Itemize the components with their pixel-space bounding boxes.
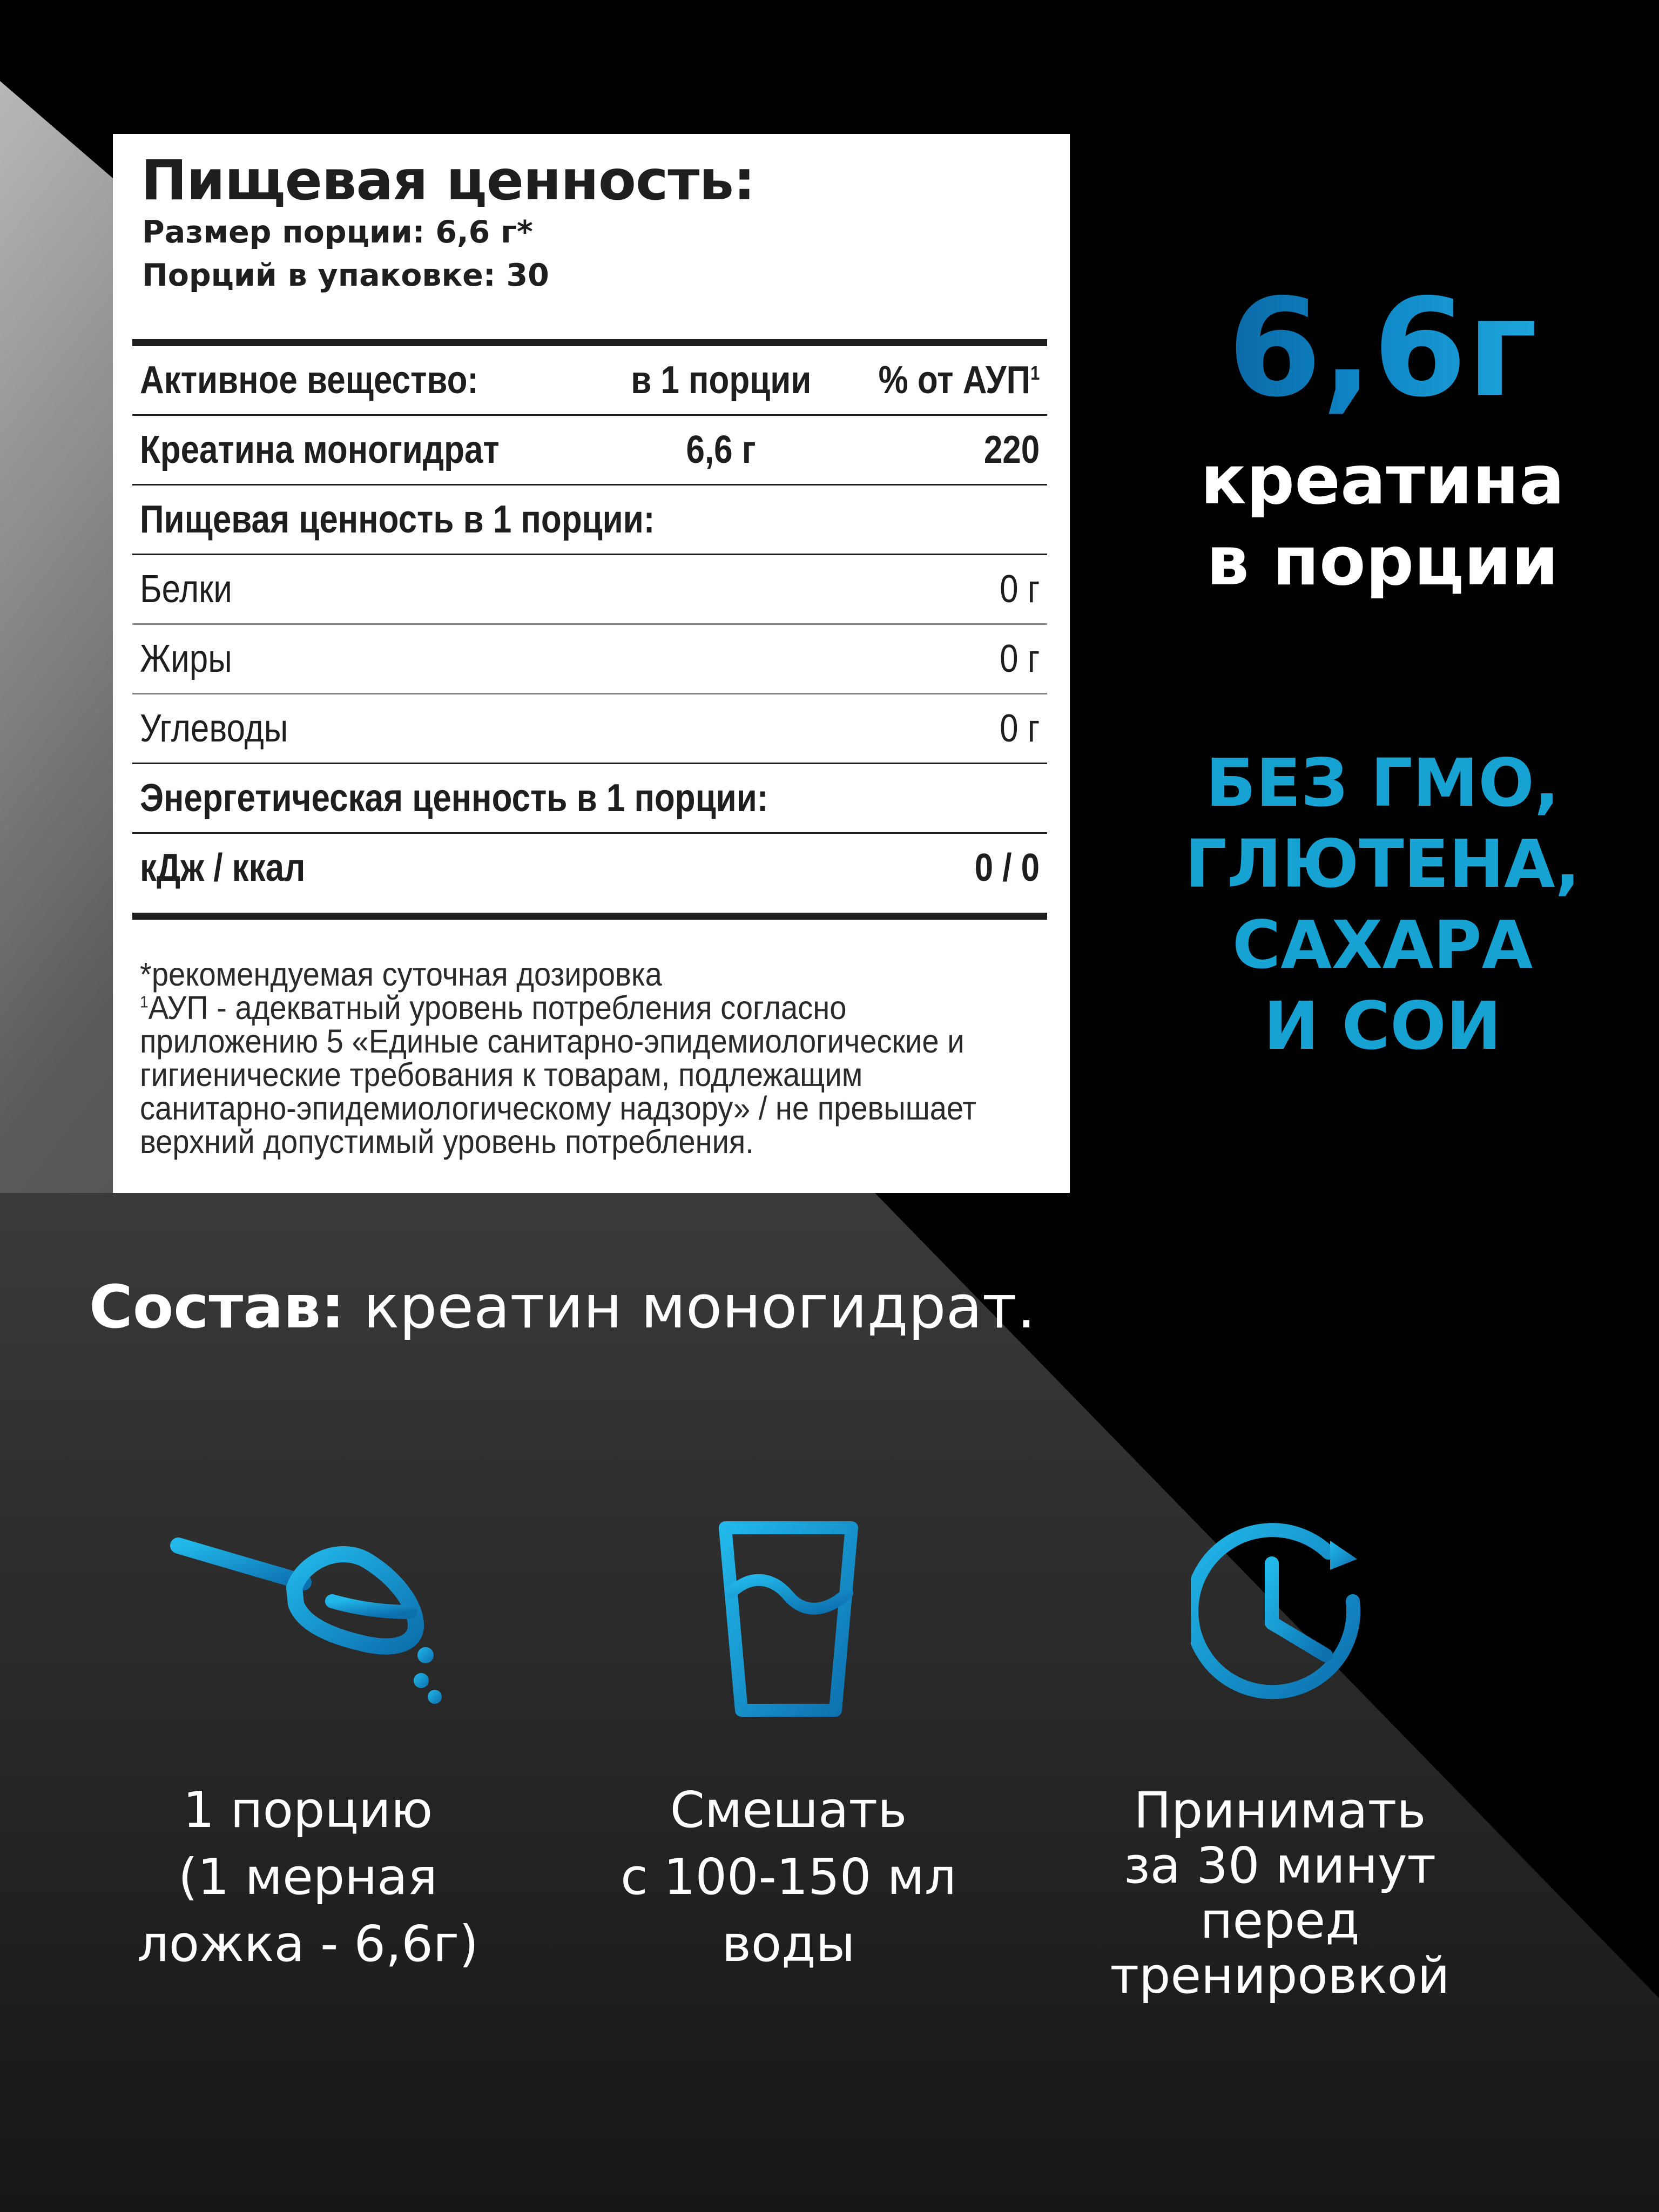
nutrition-table bbox=[132, 339, 1047, 920]
footnote-line: приложению 5 «Единые санитарно-эпидемиологические и bbox=[140, 1023, 965, 1060]
free-from-list bbox=[1129, 743, 1636, 1067]
spoon-icon bbox=[162, 1523, 464, 1707]
header-percent: % от АУП bbox=[878, 359, 1030, 402]
step-mix bbox=[567, 1777, 1010, 1978]
header-active-substance: Активное вещество: bbox=[140, 359, 479, 402]
composition-label: Состав: bbox=[89, 1272, 345, 1341]
footnote bbox=[140, 957, 1069, 1158]
active-name: Креатина моногидрат bbox=[140, 428, 500, 471]
footnote-line: $^1$АУП - адекватный уровень потребления согласно bbox=[140, 989, 847, 1026]
row-carbs-value: 0 г bbox=[999, 707, 1040, 750]
row-fat-value: 0 г bbox=[999, 637, 1040, 680]
section-nutrition bbox=[132, 485, 1047, 554]
creatine-per-serving bbox=[1139, 440, 1626, 602]
divider bbox=[132, 913, 1047, 920]
header-percent-sup: 1 bbox=[1030, 362, 1040, 384]
creatine-amount: 6,6г bbox=[1177, 275, 1588, 421]
row-fat-name: Жиры bbox=[140, 637, 232, 680]
step-line: перед bbox=[1200, 1892, 1360, 1950]
step-line: за 30 минут bbox=[1123, 1837, 1437, 1894]
step-line: Принимать bbox=[1134, 1782, 1426, 1839]
clock-icon bbox=[1191, 1520, 1374, 1709]
energy-value: 0 / 0 bbox=[974, 846, 1040, 889]
nutrition-panel bbox=[113, 134, 1070, 1193]
nutrition-title: Пищевая ценность: bbox=[141, 149, 755, 213]
step-line: с 100-150 мл bbox=[621, 1848, 956, 1906]
servings-per-pack: Порций в упаковке: 30 bbox=[142, 258, 549, 293]
step-timing bbox=[1058, 1783, 1501, 2004]
row-carbs-name: Углеводы bbox=[140, 707, 288, 750]
active-percent: 220 bbox=[983, 428, 1040, 471]
free-from-line: ГЛЮТЕНА, bbox=[1185, 826, 1580, 902]
promo-line: креатина bbox=[1200, 441, 1565, 520]
footnote-line: *рекомендуемая суточная дозировка bbox=[140, 956, 662, 993]
free-from-line: И СОИ bbox=[1264, 988, 1501, 1064]
step-dose bbox=[86, 1777, 529, 1978]
footnote-line: санитарно-эпидемиологическому надзору» / не превышает bbox=[140, 1090, 976, 1127]
footnote-line: гигиенические требования к товарам, подлежащим bbox=[140, 1056, 863, 1093]
free-from-line: САХАРА bbox=[1232, 907, 1533, 983]
step-line: воды bbox=[721, 1915, 855, 1973]
row-protein-value: 0 г bbox=[999, 568, 1040, 611]
step-line: тренировкой bbox=[1110, 1947, 1450, 2005]
table-row bbox=[132, 555, 1047, 623]
table-row bbox=[132, 625, 1047, 693]
section-energy-label: Энергетическая ценность в 1 порции: bbox=[140, 777, 768, 820]
footnote-line: верхний допустимый уровень потребления. bbox=[140, 1123, 754, 1160]
step-line: (1 мерная bbox=[178, 1848, 437, 1906]
section-energy bbox=[132, 764, 1047, 832]
table-header bbox=[132, 346, 1047, 414]
promo-line: в порции bbox=[1206, 522, 1559, 601]
header-per-serving: в 1 порции bbox=[630, 359, 812, 402]
energy-name: кДж / ккал bbox=[140, 846, 306, 889]
composition bbox=[89, 1272, 1036, 1342]
table-row bbox=[132, 694, 1047, 763]
divider bbox=[132, 339, 1047, 346]
step-line: 1 порцию bbox=[183, 1781, 433, 1839]
table-row-active bbox=[132, 416, 1047, 484]
step-line: Смешать bbox=[670, 1781, 907, 1839]
table-row-energy bbox=[132, 834, 1047, 902]
composition-value: креатин моногидрат. bbox=[345, 1272, 1036, 1341]
glass-icon bbox=[716, 1520, 861, 1720]
serving-size: Размер порции: 6,6 г* bbox=[142, 214, 533, 250]
step-line: ложка - 6,6г) bbox=[137, 1915, 479, 1973]
footnote-sup: 1 bbox=[140, 993, 149, 1011]
row-protein-name: Белки bbox=[140, 568, 232, 611]
free-from-line: БЕЗ ГМО, bbox=[1205, 745, 1560, 821]
active-amount: 6,6 г bbox=[686, 428, 756, 471]
section-nutrition-label: Пищевая ценность в 1 порции: bbox=[140, 498, 655, 541]
